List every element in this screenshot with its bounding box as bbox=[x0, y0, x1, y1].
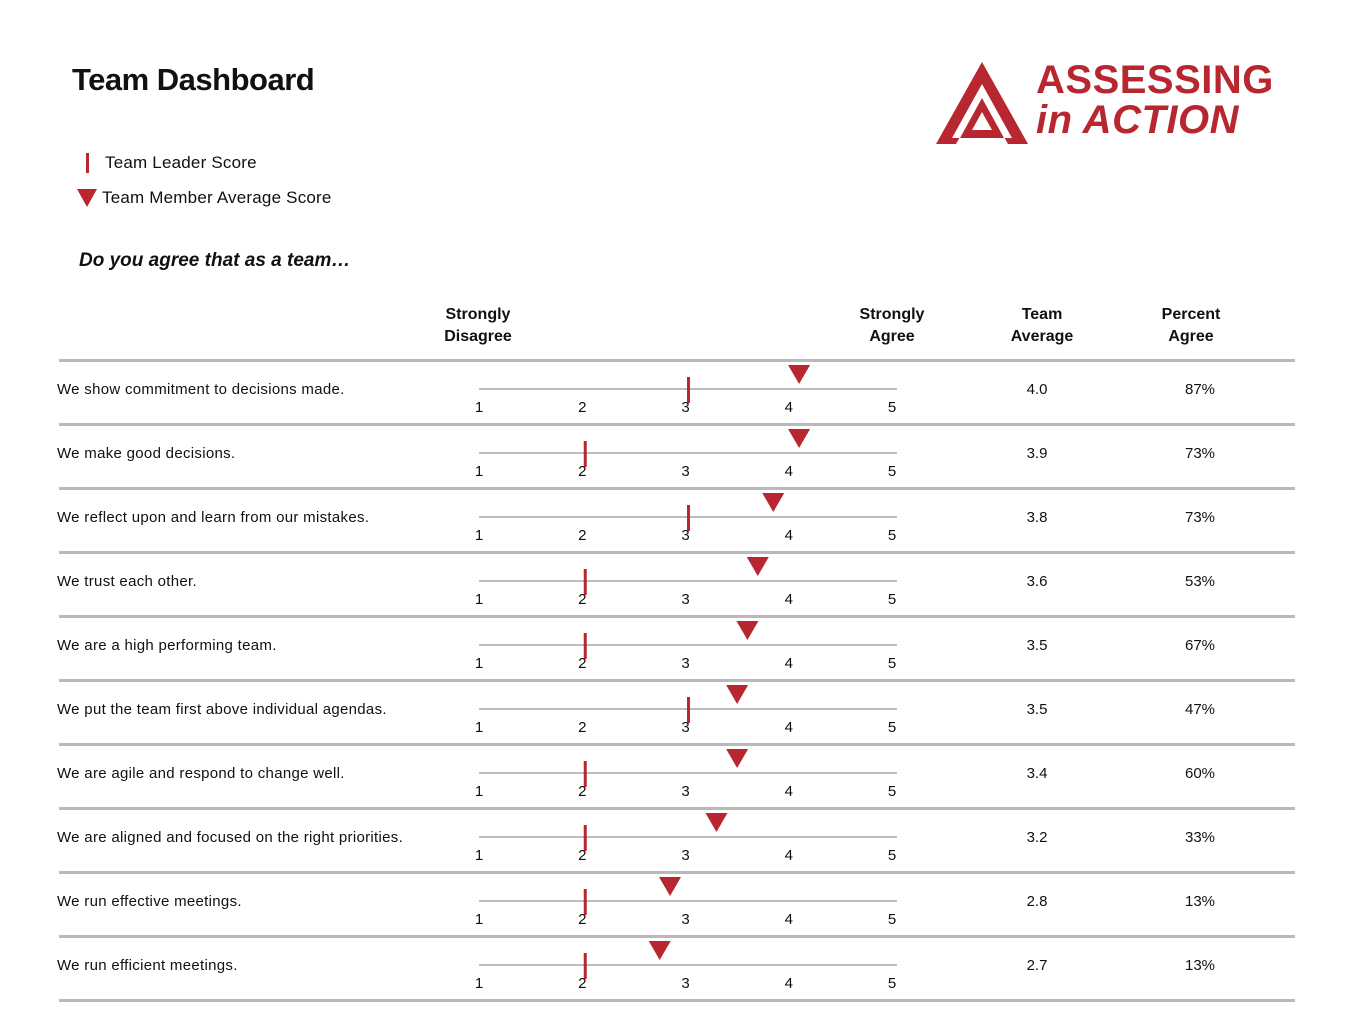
member-average-marker bbox=[705, 813, 727, 832]
percent-agree-value: 53% bbox=[1184, 573, 1216, 590]
scale-tick-label: 2 bbox=[578, 847, 587, 864]
scale-tick-label: 1 bbox=[474, 911, 484, 928]
row-statement: We show commitment to decisions made. bbox=[57, 381, 345, 398]
row-statement: We are agile and respond to change well. bbox=[57, 765, 345, 782]
header-strongly-agree: Strongly Agree bbox=[859, 306, 925, 345]
scale-tick-label: 2 bbox=[578, 527, 587, 544]
header-strongly-disagree: Strongly Disagree bbox=[444, 306, 512, 345]
scale-tick-label: 3 bbox=[681, 463, 690, 480]
scale-tick-label: 3 bbox=[681, 975, 690, 992]
row-statement: We are aligned and focused on the right priorities. bbox=[57, 829, 404, 846]
scale-tick-label: 5 bbox=[887, 591, 897, 608]
percent-agree-value: 13% bbox=[1184, 957, 1216, 974]
team-average-value: 3.8 bbox=[1026, 509, 1048, 526]
survey-question: Do you agree that as a team… bbox=[79, 250, 351, 271]
scale-tick-label: 1 bbox=[474, 591, 484, 608]
percent-agree-value: 60% bbox=[1184, 765, 1216, 782]
scale-tick-label: 4 bbox=[784, 783, 793, 800]
scale-tick-label: 4 bbox=[784, 975, 793, 992]
percent-agree-value: 73% bbox=[1184, 445, 1216, 462]
scale-tick-label: 1 bbox=[474, 463, 484, 480]
row-statement: We put the team first above individual agendas. bbox=[57, 701, 387, 718]
scale-tick-label: 2 bbox=[578, 719, 587, 736]
team-average-value: 2.8 bbox=[1026, 893, 1048, 910]
team-average-value: 3.9 bbox=[1026, 445, 1048, 462]
legend-leader-label: Team Leader Score bbox=[105, 153, 257, 172]
scale-tick-label: 3 bbox=[681, 847, 690, 864]
scale-tick-label: 5 bbox=[887, 655, 897, 672]
team-average-value: 3.5 bbox=[1026, 701, 1048, 718]
scale-tick-label: 4 bbox=[784, 463, 793, 480]
scale-tick-label: 4 bbox=[784, 847, 793, 864]
page-title: Team Dashboard bbox=[72, 62, 315, 97]
logo-line-1: ASSESSING bbox=[1036, 58, 1274, 102]
scale-tick-label: 5 bbox=[887, 847, 897, 864]
team-average-value: 4.0 bbox=[1026, 381, 1048, 398]
scale-tick-label: 1 bbox=[474, 399, 484, 416]
scale-tick-label: 5 bbox=[887, 527, 897, 544]
row-statement: We reflect upon and learn from our mistakes. bbox=[57, 509, 370, 526]
scale-tick-label: 4 bbox=[784, 655, 793, 672]
scale-tick-label: 5 bbox=[887, 719, 897, 736]
scale-tick-label: 4 bbox=[784, 399, 793, 416]
header-percent-agree: Percent Agree bbox=[1161, 306, 1221, 345]
scale-tick-label: 3 bbox=[681, 399, 690, 416]
team-average-value: 3.4 bbox=[1026, 765, 1048, 782]
scale-tick-label: 3 bbox=[681, 911, 690, 928]
scale-tick-label: 1 bbox=[474, 783, 484, 800]
row-statement: We run efficient meetings. bbox=[57, 957, 238, 974]
scale-tick-label: 1 bbox=[474, 527, 484, 544]
member-average-marker bbox=[736, 621, 758, 640]
scale-tick-label: 1 bbox=[474, 975, 484, 992]
percent-agree-value: 73% bbox=[1184, 509, 1216, 526]
team-average-value: 3.5 bbox=[1026, 637, 1048, 654]
scale-tick-label: 4 bbox=[784, 911, 793, 928]
percent-agree-value: 13% bbox=[1184, 893, 1216, 910]
member-average-marker bbox=[649, 941, 671, 960]
scale-tick-label: 2 bbox=[578, 911, 587, 928]
member-average-marker bbox=[726, 749, 748, 768]
scale-tick-label: 3 bbox=[681, 719, 690, 736]
member-average-marker bbox=[747, 557, 769, 576]
legend-member-label: Team Member Average Score bbox=[102, 188, 332, 207]
percent-agree-value: 47% bbox=[1184, 701, 1216, 718]
scale-tick-label: 3 bbox=[681, 655, 690, 672]
logo-line-2: in ACTION bbox=[1036, 98, 1239, 142]
team-average-value: 2.7 bbox=[1026, 957, 1048, 974]
scale-tick-label: 5 bbox=[887, 463, 897, 480]
scale-tick-label: 2 bbox=[578, 463, 587, 480]
scale-tick-label: 1 bbox=[474, 847, 484, 864]
scale-tick-label: 2 bbox=[578, 655, 587, 672]
team-average-value: 3.6 bbox=[1026, 573, 1048, 590]
scale-tick-label: 2 bbox=[578, 975, 587, 992]
member-average-marker bbox=[788, 365, 810, 384]
scale-tick-label: 2 bbox=[578, 591, 587, 608]
scale-tick-label: 1 bbox=[474, 719, 484, 736]
scale-tick-label: 5 bbox=[887, 975, 897, 992]
scale-tick-label: 5 bbox=[887, 911, 897, 928]
row-statement: We run effective meetings. bbox=[57, 893, 242, 910]
member-average-marker bbox=[726, 685, 748, 704]
scale-tick-label: 4 bbox=[784, 527, 793, 544]
member-average-marker bbox=[659, 877, 681, 896]
scale-tick-label: 2 bbox=[578, 399, 587, 416]
scale-tick-label: 2 bbox=[578, 783, 587, 800]
team-average-value: 3.2 bbox=[1026, 829, 1048, 846]
scale-tick-label: 5 bbox=[887, 399, 897, 416]
row-statement: We make good decisions. bbox=[57, 445, 236, 462]
member-average-marker bbox=[788, 429, 810, 448]
scale-tick-label: 5 bbox=[887, 783, 897, 800]
scale-tick-label: 4 bbox=[784, 719, 793, 736]
scale-tick-label: 3 bbox=[681, 527, 690, 544]
scale-tick-label: 3 bbox=[681, 783, 690, 800]
row-statement: We trust each other. bbox=[57, 573, 197, 590]
member-average-marker bbox=[762, 493, 784, 512]
percent-agree-value: 87% bbox=[1184, 381, 1216, 398]
scale-tick-label: 1 bbox=[474, 655, 484, 672]
scale-tick-label: 3 bbox=[681, 591, 690, 608]
row-statement: We are a high performing team. bbox=[57, 637, 277, 654]
percent-agree-value: 33% bbox=[1184, 829, 1216, 846]
scale-tick-label: 4 bbox=[784, 591, 793, 608]
percent-agree-value: 67% bbox=[1184, 637, 1216, 654]
header-team-average: Team Average bbox=[1010, 306, 1074, 345]
